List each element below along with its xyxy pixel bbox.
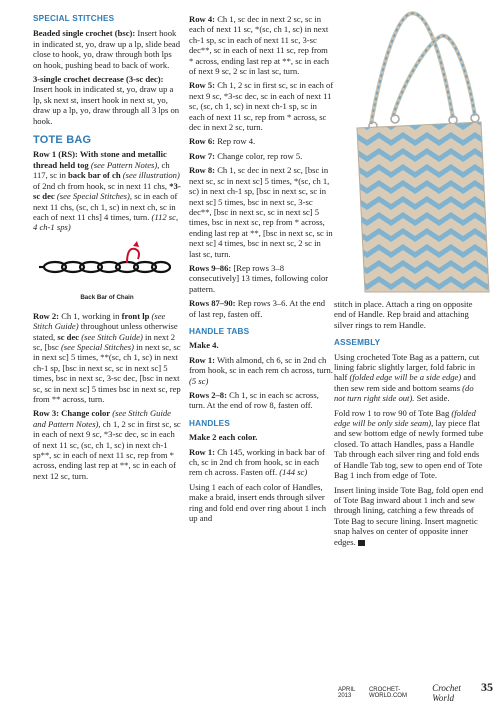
handles-continued: stitch in place. Attach a ring on opposite end of Handle. Rep braid and attaching silver rings to rem Handle. xyxy=(334,299,473,330)
page-footer xyxy=(338,680,493,703)
chain-diagram xyxy=(33,237,181,293)
handle-tabs-row-1: Row 1: With almond, ch 6, sc in 2nd ch from hook, sc in each rem ch across, turn. (5 sc) xyxy=(189,354,333,386)
special-stitches-heading: SPECIAL STITCHES xyxy=(33,14,115,23)
assembly-paragraph-3: Insert lining inside Tote Bag, fold open end of Tote Bag inward about 1 inch and sew through lining, catching a few threads of Tote Bag to secure lining. Insert magnetic snap halves on center of opposite inner edges. xyxy=(334,484,484,547)
tote-bag-photo xyxy=(343,8,493,294)
column-3 xyxy=(334,299,484,551)
row-5: Row 5: Ch 1, 2 sc in first sc, sc in each of next 9 sc, *3-sc dec, sc in each of next 11 sc, (sc, ch 1, sc) in next ch-1 sp, sc in each of next 11 sc, rep from * across, sc dec in next 2 sc, turn. xyxy=(189,80,334,133)
tote-bag-image xyxy=(343,8,493,294)
rows-9-86: Rows 9–86: [Rep rows 3–8 consecutively] 13 times, following color pattern. xyxy=(189,262,329,294)
row-8: Row 8: Ch 1, sc dec in next 2 sc, [bsc in next sc, sc in next sc] 5 times, *(sc, ch 1, sc) in next ch-1 sp, [bsc in next sc, sc in next sc] 5 times, bsc in next sc, 3-sc dec**, [bsc in next sc, sc in next sc] 5 times, bsc in next sc, rep from * across, ending last rep at **, [bsc in next sc, sc in next sc] 4 times, bsc in next sc, 2 sc in last sc, turn. xyxy=(189,165,333,259)
dec-definition: 3-single crochet decrease (3-sc dec): Insert hook in indicated st, yo, draw up a lp, sk next st, insert hook in next st, yo, draw up a lp, yo, draw through all 3 lps on hook. xyxy=(33,74,180,126)
tote-bag-heading: TOTE BAG xyxy=(33,134,92,147)
handles-row-1: Row 1: Ch 145, working in back bar of ch, sc in 2nd ch from hook, sc in each rem ch across. Fasten off. (144 sc) xyxy=(189,446,325,478)
page-number: 35 xyxy=(481,680,493,694)
column-1 xyxy=(33,14,181,485)
chain-caption: Back Bar of Chain xyxy=(80,293,134,301)
handles-braid-text: Using 1 each of each color of Handles, make a braid, insert ends through silver ring and fold end over ring about 1 inch up and xyxy=(189,481,326,524)
row-2: Row 2: Ch 1, working in front lp (see Stitch Guide) throughout unless otherwise stated, sc dec (see Stitch Guide) in next 2 sc, [bsc (see Special Stitches) in next sc, sc in next sc] 5 times, **(sc, ch 1, sc) in next ch-1 sp, [bsc in next sc, sc in next sc] 5 times, bsc in next sc, 3-sc dec, [bsc in next sc, sc in next sc] 5 times bsc in next sc, rep from ** across, turn. xyxy=(33,310,181,404)
back-bar-of-chain-illustration xyxy=(33,237,181,307)
column-2 xyxy=(189,14,334,527)
row-3: Row 3: Change color (see Stitch Guide and Pattern Notes), ch 1, 2 sc in first sc, sc in each of next 9 sc, *3-sc dec, sc in each of next 11 sc, (sc, ch 1, sc) in next ch-1 sp**, sc in each of next 11 sc, rep from * across, ending last rep at **, sc in each of next 12 sc, turn. xyxy=(33,408,181,481)
bsc-definition: Beaded single crochet (bsc): Insert hook in indicated st, yo, draw up a lp, slide bead close to hook, yo, draw through both lps on hook, pushing bead to back of work. xyxy=(33,28,181,70)
magazine-name: Crochet World xyxy=(432,683,461,703)
handles-make: Make 2 each color. xyxy=(189,432,258,443)
issue-date: APRIL 2013 xyxy=(338,687,356,699)
end-mark-icon xyxy=(358,540,365,546)
row-7: Row 7: Change color, rep row 5. xyxy=(189,150,303,161)
site-url: CROCHET-WORLD.COM xyxy=(368,687,407,699)
handle-tabs-make: Make 4. xyxy=(189,340,219,351)
handle-tabs-heading: HANDLE TABS xyxy=(189,326,250,336)
row-4: Row 4: Ch 1, sc dec in next 2 sc, sc in each of next 11 sc, *(sc, ch 1, sc) in next ch-1 sp, sc in each of next 11 sc, 3-sc dec**, sc in each of next 11 sc, rep from * across, ending last rep at **, sc in each of next 9 sc, 2 sc in last sc, turn. xyxy=(189,14,330,77)
row-6: Row 6: Rep row 4. xyxy=(189,136,256,147)
assembly-paragraph-1: Using crocheted Tote Bag as a pattern, cut lining fabric slightly larger, fold fabric in half (folded edge will be a side edge) and then sew rem side and bottom seams (do not turn right side out). Set aside. xyxy=(334,351,480,404)
assembly-heading: ASSEMBLY xyxy=(334,338,381,348)
handles-heading: HANDLES xyxy=(189,418,230,428)
row-1: Row 1 (RS): With stone and metallic thread held tog (see Pattern Notes), ch 117, sc in back bar of ch (see illustration) of 2nd ch from hook, sc in next 11 chs, *3-sc dec (see Special Stitches), sc in each of next 11 chs, (sc, ch 1, sc) in next ch, sc in each of next 11 chs] 4 times, turn. (112 sc, 4 ch-1 sps) xyxy=(33,149,181,233)
handle-tabs-rows-2-8: Rows 2–8: Ch 1, sc in each sc across, turn. At the end of row 8, fasten off. xyxy=(189,390,319,411)
rows-87-90: Rows 87–90: Rep rows 3–6. At the end of last rep, fasten off. xyxy=(189,298,326,319)
assembly-paragraph-2: Fold row 1 to row 90 of Tote Bag (folded edge will be only side seam), lay piece flat and sew bottom edge of newly formed tube closed. To attach Handles, pass a Handle Tab through each silver ring and fold ends of Handle Tab tog, sew to open end of Tote Bag 1 inch from edge of Tote. xyxy=(334,407,484,481)
